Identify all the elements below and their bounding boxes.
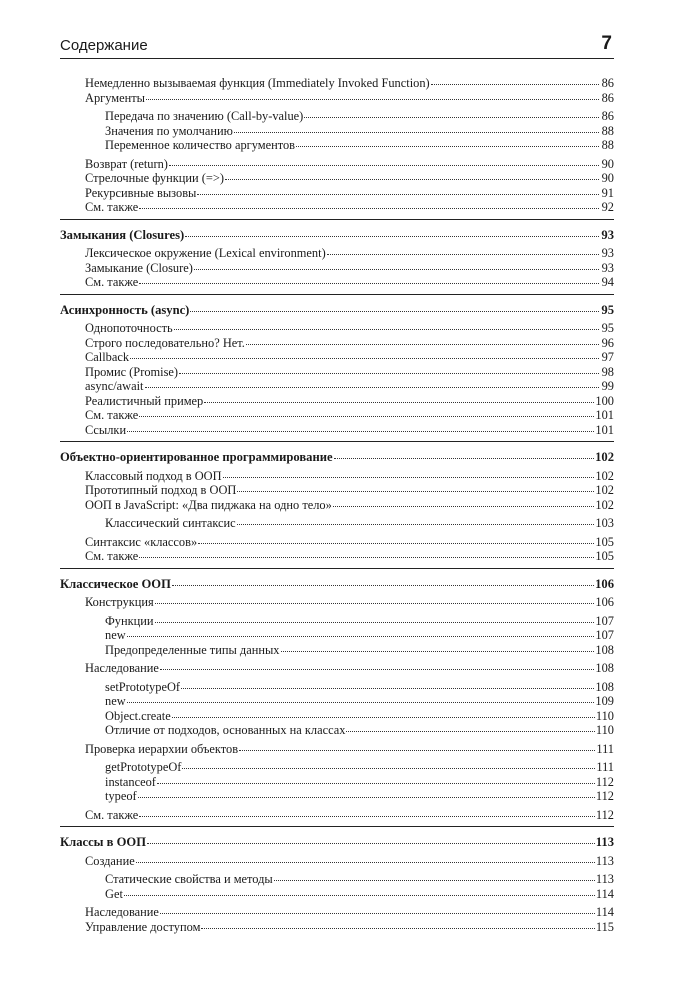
toc-entry[interactable]: Ссылки 101 [85, 422, 614, 437]
running-title: Содержание [60, 37, 148, 54]
chapter-divider [60, 219, 614, 220]
page-header [60, 33, 614, 59]
page-number: 7 [601, 33, 612, 54]
toc-entry[interactable]: getPrototypeOf 111 [105, 760, 614, 774]
toc-entry[interactable]: Функции 107 [105, 613, 614, 628]
toc-entry[interactable]: Проверка иерархии объектов 111 [85, 741, 614, 756]
toc-entry[interactable]: Управление доступом 115 [85, 919, 614, 934]
toc-entry[interactable]: Object.create 110 [105, 708, 614, 723]
toc-entry[interactable]: Значения по умолчанию 88 [105, 123, 614, 138]
toc-entry[interactable]: Переменное количество аргументов 88 [105, 138, 614, 152]
toc-entry[interactable]: instanceof 112 [105, 774, 614, 789]
toc-entry[interactable]: typeof 112 [105, 789, 614, 803]
toc-entry[interactable]: Рекурсивные вызовы 91 [85, 185, 614, 200]
toc-entry[interactable]: Реалистичный пример 100 [85, 393, 614, 408]
toc-entry[interactable]: new 107 [105, 628, 614, 642]
toc-chapter[interactable]: Классическое ООП 106 [60, 576, 614, 591]
toc-chapter[interactable]: Объектно-ориентированное программирование 102 [60, 450, 614, 464]
toc-entry[interactable]: Замыкание (Closure) 93 [85, 260, 614, 275]
toc-entry[interactable]: Возврат (return) 90 [85, 156, 614, 171]
chapter-divider [60, 441, 614, 442]
toc-entry[interactable]: См. также 112 [85, 807, 614, 822]
toc-entry[interactable]: Синтаксис «классов» 105 [85, 534, 614, 549]
toc-entry[interactable]: Отличие от подходов, основанных на классах 110 [105, 723, 614, 737]
toc-entry[interactable]: См. также 101 [85, 408, 614, 422]
toc-entry[interactable]: Аргументы 86 [85, 90, 614, 105]
toc-entry[interactable]: Наследование 108 [85, 661, 614, 675]
toc-entry[interactable]: Прототипный подход в ООП 102 [85, 483, 614, 497]
toc-entry[interactable]: async/await 99 [85, 379, 614, 393]
toc-entry[interactable]: Классовый подход в ООП 102 [85, 468, 614, 483]
toc-entry[interactable]: Статические свойства и методы 113 [105, 872, 614, 886]
toc-entry[interactable]: Лексическое окружение (Lexical environment) 93 [85, 246, 614, 260]
toc-entry[interactable]: Get 114 [105, 886, 614, 901]
toc-entry[interactable]: См. также 105 [85, 549, 614, 563]
toc-chapter[interactable]: Замыкания (Closures) 93 [60, 227, 614, 242]
toc-chapter[interactable]: Классы в ООП 113 [60, 835, 614, 849]
toc-entry[interactable]: См. также 92 [85, 200, 614, 214]
toc-entry[interactable]: Немедленно вызываемая функция (Immediately Invoked Function) 86 [85, 76, 614, 90]
chapter-divider [60, 294, 614, 295]
toc-entry[interactable]: Наследование 114 [85, 905, 614, 919]
chapter-divider [60, 826, 614, 827]
toc-entry[interactable]: Callback 97 [85, 350, 614, 364]
toc-entry[interactable]: Однопоточность 95 [85, 321, 614, 335]
toc-chapter[interactable]: Асинхронность (async) 95 [60, 302, 614, 317]
toc-entry[interactable]: Промис (Promise) 98 [85, 364, 614, 379]
toc-entry[interactable]: Предопределенные типы данных 108 [105, 642, 614, 657]
toc-entry[interactable]: setPrototypeOf 108 [105, 679, 614, 694]
toc-entry[interactable]: ООП в JavaScript: «Два пиджака на одно тело» 102 [85, 497, 614, 512]
toc-entry[interactable]: Строго последовательно? Нет. 96 [85, 335, 614, 350]
toc-entry[interactable]: Стрелочные функции (=>) 90 [85, 171, 614, 185]
chapter-divider [60, 568, 614, 569]
toc-entry[interactable]: Создание 113 [85, 853, 614, 868]
toc-entry[interactable]: Классический синтаксис 103 [105, 516, 614, 530]
table-of-contents [60, 76, 614, 934]
toc-entry[interactable]: Конструкция 106 [85, 595, 614, 609]
toc-entry[interactable]: См. также 94 [85, 275, 614, 289]
toc-entry[interactable]: new 109 [105, 694, 614, 708]
toc-entry[interactable]: Передача по значению (Call-by-value) 86 [105, 109, 614, 123]
